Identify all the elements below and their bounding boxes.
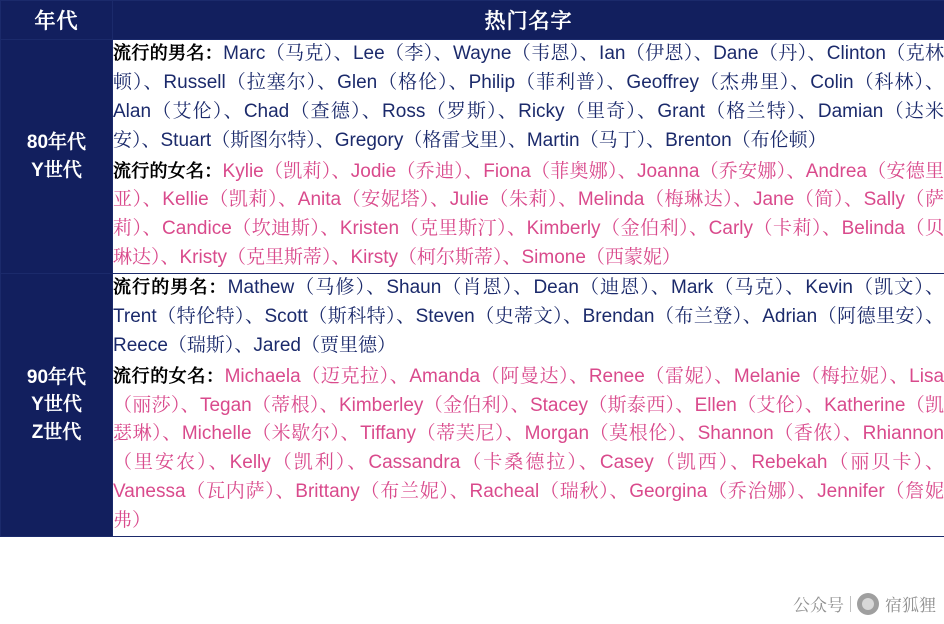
era-cell-90s [1, 274, 113, 537]
female-names-block [113, 363, 944, 536]
era-line: Y世代 [31, 394, 82, 416]
era-line: Z世代 [31, 421, 82, 443]
names-cell-90s [113, 274, 944, 537]
watermark-platform: 公众号 [793, 596, 844, 615]
male-names-list: Marc（马克）、Lee（李）、Wayne（韦恩）、Ian（伊恩）、Dane（丹）、Clinton（克林顿）、Russell（拉塞尔）、Glen（格伦）、Philip（菲利普）、Geoffrey（杰弗里）、Colin（科林）、Alan（艾伦）、Chad（查德）、Ross（罗斯）、Ricky（里奇）、Grant（格兰特）、Damian（达米安）、Stuart（斯图尔特）、Gregory（格雷戈里）、Martin（马丁）、Brenton（布伦顿） [113, 43, 944, 151]
male-names-label: 流行的男名： [113, 277, 228, 297]
names-cell-80s [113, 40, 944, 274]
male-names-label: 流行的男名： [113, 43, 224, 63]
watermark [793, 591, 936, 616]
female-names-block [113, 158, 944, 274]
header-era: 年代 [1, 1, 113, 40]
male-names-list: Mathew（马修）、Shaun（肖恩）、Dean（迪恩）、Mark（马克）、Kevin（凯文）、Trent（特伦特）、Scott（斯科特）、Steven（史蒂文）、Brendan（布兰登）、Adrian（阿德里安）、Reece（瑞斯）、Jared（贾里德） [113, 277, 944, 356]
female-names-list: Michaela（迈克拉）、Amanda（阿曼达）、Renee（雷妮）、Melanie（梅拉妮）、Lisa（丽莎）、Tegan（蒂根）、Kimberley（金伯利）、Stacey（斯泰西）、Ellen（艾伦）、Katherine（凯瑟琳）、Michelle（米歇尔）、Tiffany（蒂芙尼）、Morgan（莫根伦）、Shannon（香侬）、Rhiannon（里安农）、Kelly（凯利）、Cassandra（卡桑德拉）、Casey（凯西）、Rebekah（丽贝卡）、Vanessa（瓦内萨）、Brittany（布兰妮）、Racheal（瑞秋）、Georgina（乔治娜）、Jennifer（詹妮弗） [113, 365, 944, 531]
table-row [1, 274, 944, 537]
male-names-block [113, 40, 944, 156]
era-line: 90年代 [26, 366, 87, 388]
header-names: 热门名字 [113, 1, 944, 40]
era-cell-80s [1, 40, 113, 274]
era-line: 80年代 [26, 131, 87, 153]
male-names-block [113, 274, 944, 361]
table-row [1, 40, 944, 274]
watermark-divider [850, 596, 851, 612]
female-names-label: 流行的女名： [113, 160, 223, 181]
female-names-label: 流行的女名： [113, 365, 225, 386]
female-names-list: Kylie（凯莉）、Jodie（乔迪）、Fiona（菲奥娜）、Joanna（乔安娜）、Andrea（安德里亚）、Kellie（凯莉）、Anita（安妮塔）、Julie（朱莉）、Melinda（梅琳达）、Jane（简）、Sally（萨莉）、Candice（坎迪斯）、Kristen（克里斯汀）、Kimberly（金伯利）、Carly（卡莉）、Belinda（贝琳达）、Kristy（克里斯蒂）、Kirsty（柯尔斯蒂）、Simone（西蒙妮） [113, 160, 944, 269]
table-header-row [1, 1, 944, 40]
avatar-icon [857, 593, 879, 615]
watermark-account: 宿狐狸 [885, 596, 936, 615]
era-line: Y世代 [31, 159, 82, 181]
